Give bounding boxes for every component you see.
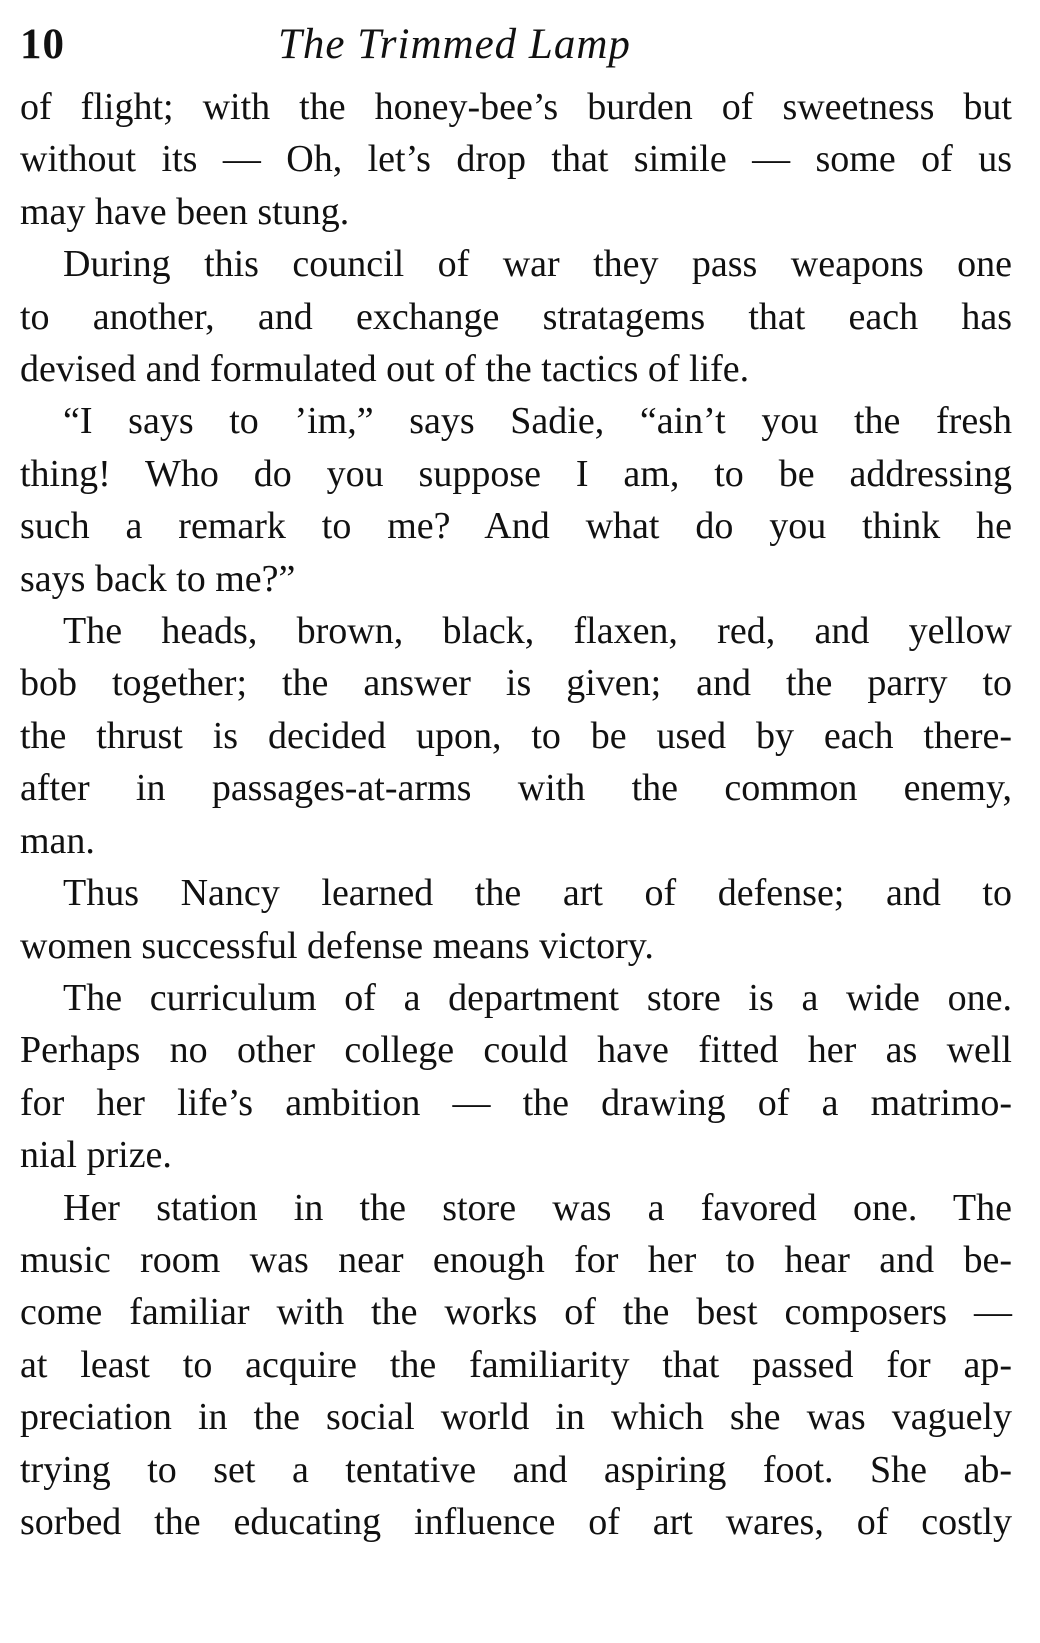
- text-line: The curriculum of a department store is a wide one.: [63, 976, 1012, 1019]
- text-line: trying to set a tentative and aspiring foot. She ab-: [20, 1448, 1012, 1491]
- text-line: preciation in the social world in which she was vaguely: [20, 1396, 1012, 1439]
- running-title: The Trimmed Lamp: [278, 21, 631, 68]
- text-line: to another, and exchange stratagems that each has: [20, 295, 1012, 338]
- text-line: Her station in the store was a favored one. The: [63, 1186, 1012, 1229]
- paragraph: [20, 867, 1012, 972]
- text-line: thing! Who do you suppose I am, to be addressing: [20, 452, 1012, 495]
- paragraph: [20, 1182, 1012, 1549]
- text-line: Perhaps no other college could have fitted her as well: [20, 1029, 1012, 1072]
- text-line: at least to acquire the familiarity that passed for ap-: [20, 1343, 1012, 1386]
- page-number: 10: [20, 21, 65, 68]
- text-line: The heads, brown, black, flaxen, red, and yellow: [63, 610, 1012, 653]
- text-line: the thrust is decided upon, to be used by each there-: [20, 714, 1012, 757]
- text-line: man.: [20, 819, 95, 862]
- book-page: [20, 14, 1012, 1548]
- text-line: Thus Nancy learned the art of defense; and to: [63, 872, 1012, 915]
- text-line: come familiar with the works of the best composers —: [20, 1291, 1012, 1334]
- paragraph: [20, 972, 1012, 1182]
- paragraph: [20, 238, 1012, 395]
- text-line: such a remark to me? And what do you think he: [20, 505, 1012, 548]
- text-line: of flight; with the honey-bee’s burden of sweetness but: [20, 86, 1012, 128]
- running-head: [20, 14, 1012, 76]
- text-line: music room was near enough for her to hear and be-: [20, 1238, 1012, 1281]
- text-line: “I says to ’im,” says Sadie, “ain’t you the fresh: [63, 400, 1012, 443]
- body-text: [20, 81, 1012, 1548]
- text-line: after in passages-at-arms with the common enemy,: [20, 767, 1012, 810]
- text-line: sorbed the educating influence of art wares, of costly: [20, 1500, 1012, 1543]
- paragraph: [20, 395, 1012, 605]
- text-line: devised and formulated out of the tactics of life.: [20, 348, 750, 391]
- text-line: may have been stung.: [20, 190, 350, 233]
- text-line: bob together; the answer is given; and the parry to: [20, 662, 1012, 705]
- text-line: nial prize.: [20, 1134, 172, 1177]
- text-line: for her life’s ambition — the drawing of a matrimo-: [20, 1081, 1012, 1124]
- paragraph: [20, 605, 1012, 867]
- text-line: During this council of war they pass weapons one: [63, 243, 1012, 286]
- paragraph: [20, 81, 1012, 238]
- text-line: without its — Oh, let’s drop that simile — some of us: [20, 138, 1012, 181]
- text-line: women successful defense means victory.: [20, 924, 654, 967]
- text-line: says back to me?”: [20, 557, 296, 600]
